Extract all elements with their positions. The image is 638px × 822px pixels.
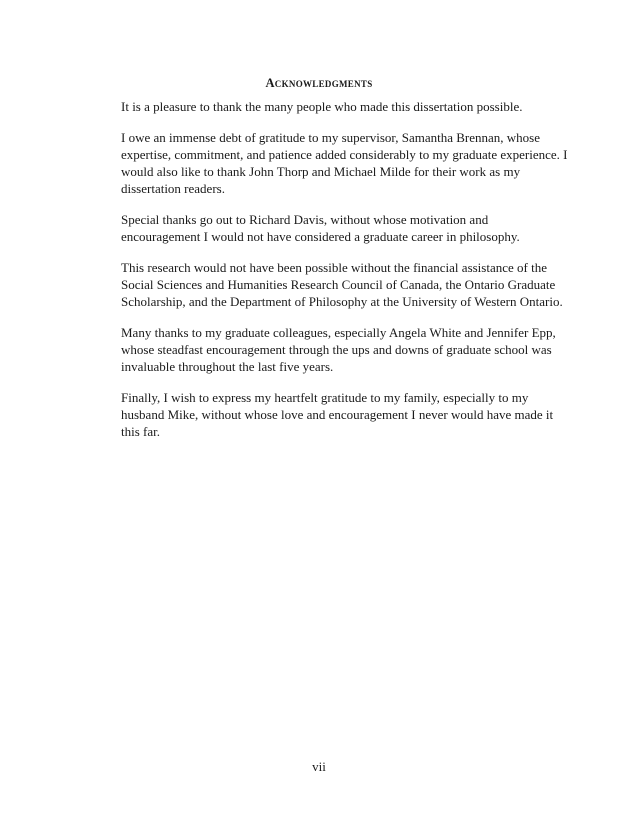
acknowledgments-body — [121, 98, 568, 454]
acknowledgments-heading: Acknowledgments — [265, 76, 373, 90]
paragraph-funding: This research would not have been possible without the financial assistance of the Social Sciences and Humanities Research Council of Canada, the Ontario Graduate Scholarship, and the Department of Philosophy at the University of Western Ontario. — [121, 260, 563, 309]
paragraph-special-thanks: Special thanks go out to Richard Davis, without whose motivation and encouragement I would not have considered a graduate career in philosophy. — [121, 212, 520, 244]
paragraph-family: Finally, I wish to express my heartfelt gratitude to my family, especially to my husband Mike, without whose love and encouragement I never would have made it this far. — [121, 390, 554, 439]
paragraph-intro: It is a pleasure to thank the many people who made this dissertation possible. — [121, 99, 523, 114]
page-number: vii — [312, 759, 326, 774]
paragraph-supervisor: I owe an immense debt of gratitude to my supervisor, Samantha Brennan, whose expertise, commitment, and patience added considerably to my graduate experience. I would also like to thank John Thorp and Michael Milde for their work as my dissertation readers. — [121, 130, 568, 196]
paragraph-colleagues: Many thanks to my graduate colleagues, especially Angela White and Jennifer Epp, whose steadfast encouragement through the ups and downs of graduate school was invaluable throughout the last five years. — [121, 325, 556, 374]
